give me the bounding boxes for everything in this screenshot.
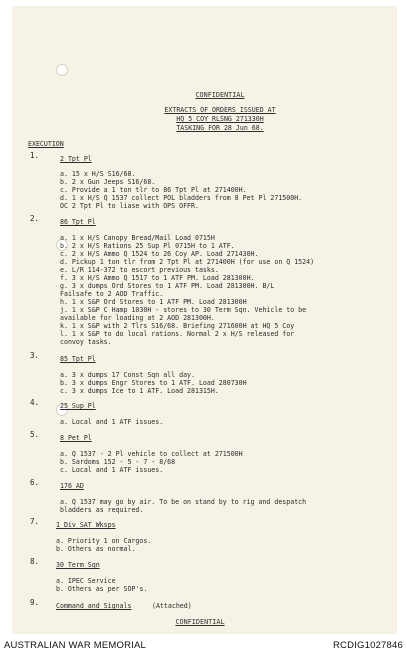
- section-line: d. Pickup 1 ton tlr from 2 Tpt Pl at 271400H (for use on Q 1524): [60, 258, 315, 266]
- section-line: available for loading at 2 AOD 281300H.: [60, 314, 215, 322]
- section-line: b. 2 x Gun Jeeps S16/68.: [60, 178, 156, 186]
- section-line: c. Local and 1 ATF issues.: [60, 466, 164, 474]
- section-line: c. 2 x H/S Ammo Q 1524 to 26 Coy AP. Load 271430H.: [60, 250, 259, 258]
- section-number: 3.: [30, 351, 40, 360]
- section-number: 6.: [30, 478, 40, 487]
- section-line: a. Q 1537 may go by air. To be on stand by to rig and despatch: [60, 498, 307, 506]
- header-line-1: EXTRACTS OF ORDERS ISSUED AT: [164, 106, 276, 114]
- classification-header: CONFIDENTIAL: [195, 91, 245, 99]
- archive-footer: [0, 636, 407, 654]
- section-line: h. 1 x S&P Ord Stores to 1 ATF PM. Load 281300H: [60, 298, 247, 306]
- section-line: b. Others as normal.: [56, 545, 136, 553]
- section-title: 8 Pet Pl: [60, 434, 92, 442]
- section-title: 25 Sup Pl: [60, 402, 96, 410]
- section-line: a. IPEC Service: [56, 577, 116, 585]
- header-line-3: TASKING FOR 28 Jun 68.: [176, 124, 264, 132]
- section-line: a. 1 x H/S Canopy Bread/Mail Load 0715H: [60, 234, 215, 242]
- section-number: 1.: [30, 151, 40, 160]
- section-line: b. 2 x H/S Rations 25 Sup Pl 0715H to 1 ATF.: [60, 242, 235, 250]
- section-title: 30 Term Sqn: [56, 561, 100, 569]
- section-title: 2 Tpt Pl: [60, 155, 92, 163]
- execution-heading: EXECUTION: [28, 140, 64, 148]
- archive-name: AUSTRALIAN WAR MEMORIAL: [4, 640, 147, 651]
- section-line: c. 3 x dumps Ice to 1 ATF. Load 281315H.: [60, 387, 219, 395]
- section-number: 7.: [30, 517, 40, 526]
- section-line: d. 1 x H/S Q 1537 collect POL bladders from 8 Pet Pl 271500H.: [60, 194, 303, 202]
- punch-hole: [56, 64, 68, 76]
- section-line: a. Priority 1 on Cargos.: [56, 537, 152, 545]
- section-number: 8.: [30, 557, 40, 566]
- section-suffix: (Attached): [152, 602, 192, 610]
- section-title: 86 Tpt Pl: [60, 218, 96, 226]
- section-line: b. Sardoms 152 - 5 - 7 - 8/68: [60, 458, 176, 466]
- section-line: j. 1 x S&P C Hamp 1030H - stores to 30 Term Sqn. Vehicle to be: [60, 306, 307, 314]
- section-line: k. 1 x S&P with 2 Tlrs S16/68. Briefing 271600H at HQ 5 Coy: [60, 322, 295, 330]
- section-line: a. Q 1537 - 2 Pl vehicle to collect at 271500H: [60, 450, 243, 458]
- section-number: 2.: [30, 214, 40, 223]
- section-title: 85 Tpt Pl: [60, 355, 96, 363]
- section-line: a. 15 x H/S S16/68.: [60, 170, 136, 178]
- section-line: a. Local and 1 ATF issues.: [60, 418, 164, 426]
- section-title: 176 AD: [60, 482, 84, 490]
- section-line: g. 3 x dumps Ord Stores to 1 ATF PM. Load 281300H. B/L: [60, 282, 275, 290]
- section-line: Failsafe to 2 AOD Traffic.: [60, 290, 164, 298]
- section-line: b. 3 x dumps Engr Stores to 1 ATF. Load 280730H: [60, 379, 247, 387]
- section-title: 1 Div SAT Wksps: [56, 521, 116, 529]
- classification-footer: CONFIDENTIAL: [175, 618, 225, 626]
- section-number: 4.: [30, 398, 40, 407]
- section-number: 9.: [30, 598, 40, 607]
- archive-id: RCDIG1027846: [333, 640, 403, 651]
- header-line-2: HQ 5 COY RLSNG 271330H: [176, 115, 264, 123]
- section-line: a. 3 x dumps 17 Const Sqn all day.: [60, 371, 195, 379]
- section-title: Command and Signals: [56, 602, 132, 610]
- section-line: bladders as required.: [60, 506, 144, 514]
- section-line: e. L/R 114-372 to escort previous tasks.: [60, 266, 219, 274]
- section-line: c. Provide a 1 ton tlr to 86 Tpt Pl at 271400H.: [60, 186, 247, 194]
- section-line: OC 2 Tpt Pl to liase with OPS OFFR.: [60, 202, 199, 210]
- section-line: f. 3 x H/S Ammo Q 1517 to 1 ATF PM. Load 281300H.: [60, 274, 255, 282]
- section-number: 5.: [30, 430, 40, 439]
- section-line: convoy tasks.: [60, 338, 112, 346]
- section-line: l. 1 x S&P to do local rations. Normal 2 x H/S released for: [60, 330, 295, 338]
- section-line: b. Others as per SOP's.: [56, 585, 148, 593]
